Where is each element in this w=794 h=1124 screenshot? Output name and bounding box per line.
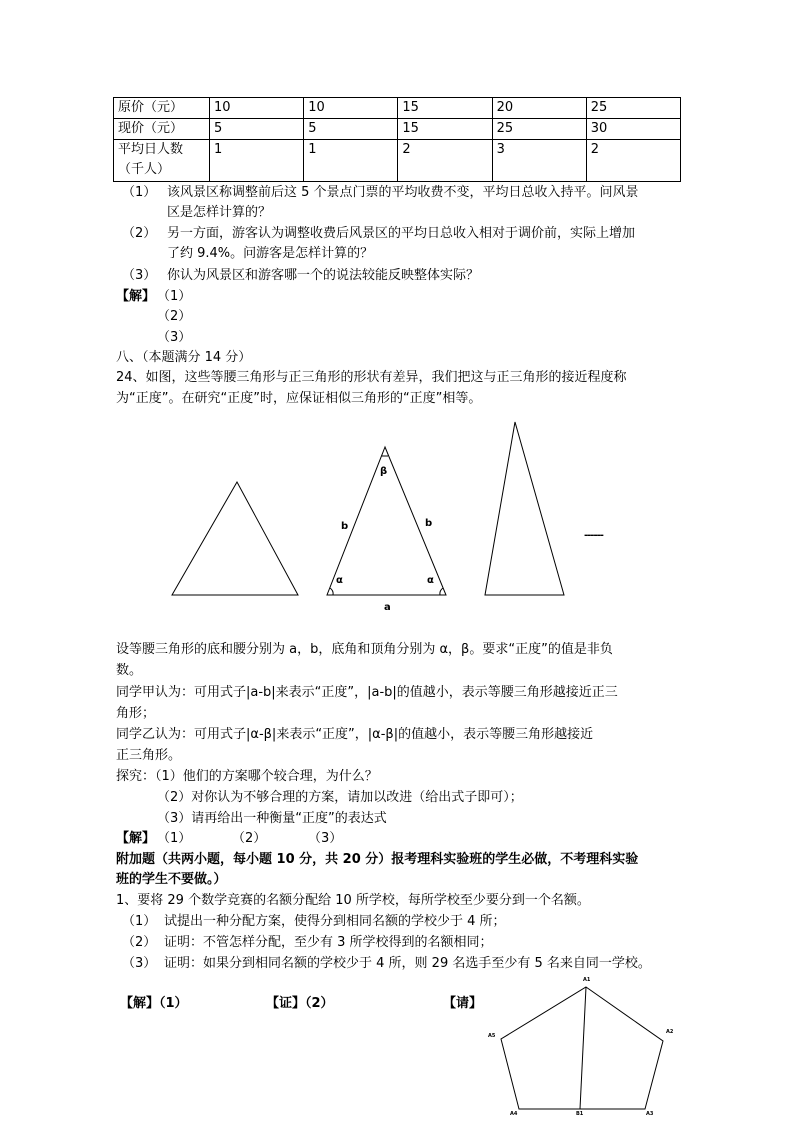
table-cell: 10 [210, 98, 304, 119]
table-cell: 25 [586, 98, 680, 119]
q23-item-num: （3） [122, 268, 157, 283]
q23-item-text: 该风景区称调整前后这 5 个景点门票的平均收费不变，平均日总收入持平。问风景 [167, 185, 639, 200]
table-cell: 30 [586, 119, 680, 140]
pentagon [501, 987, 663, 1109]
row-header: 原价（元） [114, 98, 210, 119]
row-header: 现价（元） [114, 119, 210, 140]
bonus-heading: 附加题（共两小题，每小题 10 分，共 20 分）报考理科实验班的学生必做，不考理科实验 [116, 852, 639, 867]
narrow-triangle [485, 422, 564, 595]
bonus-item-num: （1） [122, 914, 157, 929]
answer-part: （3） [157, 330, 192, 345]
table-cell: 25 [492, 119, 586, 140]
paragraph: 同学乙认为：可用式子|α-β|来表示“正度”，|α-β|的值越小，表示等腰三角形越接近 [116, 727, 594, 742]
answer-part: （3） [308, 831, 343, 846]
beta-label: β [380, 466, 388, 477]
paragraph: 数。 [116, 663, 143, 678]
q23-item-num: （1） [122, 185, 157, 200]
row-header: 平均日人数（千人） [114, 140, 210, 182]
table-cell: 5 [210, 119, 304, 140]
table-cell: 15 [398, 119, 492, 140]
table-cell: 20 [492, 98, 586, 119]
paragraph: 角形； [116, 706, 156, 721]
bonus-item-num: （3） [122, 956, 157, 971]
q23-item-num: （2） [122, 226, 157, 241]
answer-label: 【解】 [116, 831, 156, 846]
question-text: 24、如图，这些等腰三角形与正三角形的形状有差异，我们把这与正三角形的接近程度称 [116, 370, 627, 385]
vertex-label: A1 [583, 977, 591, 983]
vertex-label: A5 [488, 1033, 496, 1039]
bonus-item-num: （2） [122, 935, 157, 950]
base-a-label: a [384, 602, 391, 613]
section-heading: 八、（本题满分 14 分） [116, 350, 252, 365]
alpha-label: α [336, 575, 343, 586]
side-b-label: b [425, 518, 433, 529]
side-b-label: b [341, 521, 349, 532]
bonus-heading: 班的学生不要做。） [116, 872, 227, 887]
table-cell: 3 [492, 140, 586, 182]
request-label: 【请】 [443, 996, 483, 1011]
table-cell: 10 [304, 98, 398, 119]
question-text: 1、要将 29 个数学竞赛的名额分配给 10 所学校，每所学校至少要分到一个名额。 [116, 893, 590, 908]
answer-label: 【解】（1） [120, 996, 188, 1011]
table-cell: 1 [210, 140, 304, 182]
answer-part: （2） [157, 309, 192, 324]
ellipsis: ------ [584, 530, 603, 541]
table-cell: 2 [586, 140, 680, 182]
table-cell: 1 [304, 140, 398, 182]
vertex-label: A2 [666, 1029, 674, 1035]
equilateral-triangle [172, 482, 298, 595]
pentagon-segment [580, 987, 586, 1109]
bonus-item-text: 证明：如果分到相同名额的学校少于 4 所，则 29 名选手至少有 5 名来自同一学校。 [164, 956, 651, 971]
paragraph: 设等腰三角形的底和腰分别为 a，b，底角和顶角分别为 α，β。要求“正度”的值是非负 [116, 642, 613, 657]
vertex-label: A4 [510, 1111, 518, 1117]
vertex-label: B1 [576, 1111, 584, 1117]
explore-item: （3）请再给出一种衡量“正度”的表达式 [157, 811, 387, 826]
bonus-item-text: 试提出一种分配方案，使得分到相同名额的学校少于 4 所； [164, 914, 506, 929]
answer-part: （1） [157, 289, 192, 304]
paragraph: 正三角形。 [116, 748, 182, 763]
alpha-label: α [427, 575, 434, 586]
q23-item-text: 了约 9.4%。问游客是怎样计算的？ [167, 246, 374, 261]
question-text: 为“正度”。在研究“正度”时，应保证相似三角形的“正度”相等。 [116, 391, 482, 406]
proof-label: 【证】（2） [266, 996, 334, 1011]
q23-item-text: 另一方面，游客认为调整收费后风景区的平均日总收入相对于调价前，实际上增加 [167, 226, 636, 241]
vertex-label: A3 [646, 1111, 654, 1117]
q23-item-text: 你认为风景区和游客哪一个的说法较能反映整体实际？ [167, 268, 480, 283]
answer-label: 【解】 [116, 289, 156, 304]
table-cell: 2 [398, 140, 492, 182]
q23-item-text: 区是怎样计算的？ [167, 205, 272, 220]
answer-part: （1） [157, 831, 192, 846]
explore-item: 探究：（1）他们的方案哪个较合理，为什么？ [116, 769, 378, 784]
table-cell: 5 [304, 119, 398, 140]
bonus-item-text: 证明：不管怎样分配，至少有 3 所学校得到的名额相同； [164, 935, 493, 950]
paragraph: 同学甲认为：可用式子|a-b|来表示“正度”，|a-b|的值越小，表示等腰三角形越接近正三 [116, 685, 618, 700]
answer-part: （2） [232, 831, 267, 846]
explore-item: （2）对你认为不够合理的方案，请加以改进（给出式子即可）； [157, 790, 523, 805]
table-cell: 15 [398, 98, 492, 119]
